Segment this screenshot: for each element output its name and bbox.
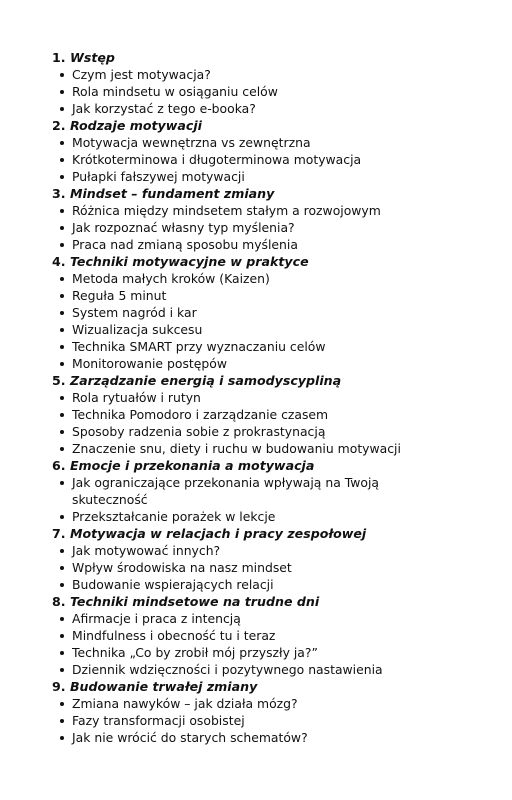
section-title: Emocje i przekonania a motywacja bbox=[69, 458, 315, 473]
bullet-icon bbox=[60, 362, 64, 366]
list-item bbox=[52, 304, 502, 321]
section-item-list bbox=[52, 202, 502, 253]
list-item-text: Rola rytuałów i rutyn bbox=[72, 390, 201, 405]
section-title: Motywacja w relacjach i pracy zespołowej bbox=[69, 526, 367, 541]
toc-section bbox=[52, 525, 502, 593]
list-item-text: Jak rozpoznać własny typ myślenia? bbox=[72, 220, 295, 235]
toc-section bbox=[52, 593, 502, 678]
list-item bbox=[52, 236, 502, 253]
list-item bbox=[52, 406, 502, 423]
bullet-icon bbox=[60, 413, 64, 417]
toc-section bbox=[52, 49, 502, 117]
section-number: 5. bbox=[52, 373, 66, 388]
section-item-list bbox=[52, 474, 502, 525]
section-item-list bbox=[52, 542, 502, 593]
bullet-icon bbox=[60, 617, 64, 621]
bullet-icon bbox=[60, 226, 64, 230]
list-item bbox=[52, 287, 502, 304]
toc-section bbox=[52, 117, 502, 185]
list-item-text: Technika „Co by zrobił mój przyszły ja?” bbox=[72, 645, 318, 660]
list-item-text: Dziennik wdzięczności i pozytywnego nastawienia bbox=[72, 662, 383, 677]
list-item-text: Jak ograniczające przekonania wpływają na Twoją skuteczność bbox=[72, 475, 379, 507]
section-heading bbox=[52, 678, 502, 695]
toc-section bbox=[52, 253, 502, 372]
section-heading bbox=[52, 525, 502, 542]
section-item-list bbox=[52, 389, 502, 457]
list-item bbox=[52, 661, 502, 678]
bullet-icon bbox=[60, 702, 64, 706]
bullet-icon bbox=[60, 328, 64, 332]
section-number: 2. bbox=[52, 118, 66, 133]
list-item-text: Sposoby radzenia sobie z prokrastynacją bbox=[72, 424, 326, 439]
bullet-icon bbox=[60, 651, 64, 655]
section-number: 8. bbox=[52, 594, 66, 609]
section-number: 9. bbox=[52, 679, 66, 694]
list-item-text: Czym jest motywacja? bbox=[72, 67, 211, 82]
list-item bbox=[52, 644, 502, 661]
section-number: 6. bbox=[52, 458, 66, 473]
bullet-icon bbox=[60, 90, 64, 94]
bullet-icon bbox=[60, 634, 64, 638]
bullet-icon bbox=[60, 481, 64, 485]
section-title: Techniki motywacyjne w praktyce bbox=[69, 254, 309, 269]
bullet-icon bbox=[60, 345, 64, 349]
list-item bbox=[52, 202, 502, 219]
list-item bbox=[52, 712, 502, 729]
list-item bbox=[52, 168, 502, 185]
list-item-text: Mindfulness i obecność tu i teraz bbox=[72, 628, 276, 643]
list-item-text: Przekształcanie porażek w lekcje bbox=[72, 509, 276, 524]
list-item-text: Pułapki fałszywej motywacji bbox=[72, 169, 245, 184]
list-item bbox=[52, 729, 502, 746]
bullet-icon bbox=[60, 430, 64, 434]
list-item bbox=[52, 695, 502, 712]
table-of-contents bbox=[52, 49, 502, 746]
list-item bbox=[52, 423, 502, 440]
toc-section bbox=[52, 372, 502, 457]
bullet-icon bbox=[60, 175, 64, 179]
section-heading bbox=[52, 117, 502, 134]
list-item bbox=[52, 338, 502, 355]
bullet-icon bbox=[60, 447, 64, 451]
bullet-icon bbox=[60, 311, 64, 315]
list-item bbox=[52, 542, 502, 559]
bullet-icon bbox=[60, 107, 64, 111]
list-item-text: Jak motywować innych? bbox=[72, 543, 221, 558]
list-item-text: Reguła 5 minut bbox=[72, 288, 167, 303]
section-title: Zarządzanie energią i samodyscypliną bbox=[69, 373, 342, 388]
list-item-text: Różnica między mindsetem stałym a rozwojowym bbox=[72, 203, 381, 218]
list-item-text: Wpływ środowiska na nasz mindset bbox=[72, 560, 292, 575]
section-heading bbox=[52, 372, 502, 389]
section-number: 3. bbox=[52, 186, 66, 201]
list-item bbox=[52, 219, 502, 236]
bullet-icon bbox=[60, 243, 64, 247]
list-item bbox=[52, 134, 502, 151]
bullet-icon bbox=[60, 583, 64, 587]
toc-section bbox=[52, 678, 502, 746]
bullet-icon bbox=[60, 566, 64, 570]
bullet-icon bbox=[60, 294, 64, 298]
list-item-text: Jak korzystać z tego e-booka? bbox=[72, 101, 256, 116]
bullet-icon bbox=[60, 158, 64, 162]
list-item bbox=[52, 508, 502, 525]
list-item-text: Znaczenie snu, diety i ruchu w budowaniu motywacji bbox=[72, 441, 401, 456]
section-heading bbox=[52, 49, 502, 66]
list-item bbox=[52, 270, 502, 287]
list-item-text: Technika Pomodoro i zarządzanie czasem bbox=[72, 407, 329, 422]
section-heading bbox=[52, 457, 502, 474]
list-item-text: Motywacja wewnętrzna vs zewnętrzna bbox=[72, 135, 311, 150]
section-title: Rodzaje motywacji bbox=[69, 118, 202, 133]
list-item bbox=[52, 474, 402, 508]
list-item bbox=[52, 559, 502, 576]
bullet-icon bbox=[60, 549, 64, 553]
list-item bbox=[52, 83, 502, 100]
list-item-text: System nagród i kar bbox=[72, 305, 197, 320]
list-item bbox=[52, 389, 502, 406]
list-item bbox=[52, 100, 502, 117]
section-heading bbox=[52, 593, 502, 610]
list-item-text: Praca nad zmianą sposobu myślenia bbox=[72, 237, 298, 252]
section-item-list bbox=[52, 134, 502, 185]
section-title: Techniki mindsetowe na trudne dni bbox=[69, 594, 320, 609]
section-heading bbox=[52, 253, 502, 270]
list-item-text: Monitorowanie postępów bbox=[72, 356, 227, 371]
bullet-icon bbox=[60, 736, 64, 740]
list-item bbox=[52, 440, 502, 457]
list-item-text: Metoda małych kroków (Kaizen) bbox=[72, 271, 270, 286]
section-item-list bbox=[52, 695, 502, 746]
section-number: 7. bbox=[52, 526, 66, 541]
toc-section bbox=[52, 185, 502, 253]
list-item-text: Technika SMART przy wyznaczaniu celów bbox=[72, 339, 326, 354]
section-title: Wstęp bbox=[69, 50, 115, 65]
list-item bbox=[52, 151, 502, 168]
section-title: Mindset – fundament zmiany bbox=[69, 186, 275, 201]
list-item-text: Fazy transformacji osobistej bbox=[72, 713, 245, 728]
section-item-list bbox=[52, 270, 502, 372]
list-item-text: Afirmacje i praca z intencją bbox=[72, 611, 241, 626]
bullet-icon bbox=[60, 209, 64, 213]
bullet-icon bbox=[60, 515, 64, 519]
list-item-text: Wizualizacja sukcesu bbox=[72, 322, 203, 337]
bullet-icon bbox=[60, 668, 64, 672]
section-number: 4. bbox=[52, 254, 66, 269]
bullet-icon bbox=[60, 141, 64, 145]
list-item bbox=[52, 355, 502, 372]
list-item bbox=[52, 66, 502, 83]
bullet-icon bbox=[60, 277, 64, 281]
section-title: Budowanie trwałej zmiany bbox=[69, 679, 258, 694]
list-item-text: Jak nie wrócić do starych schematów? bbox=[72, 730, 308, 745]
list-item-text: Budowanie wspierających relacji bbox=[72, 577, 274, 592]
section-item-list bbox=[52, 610, 502, 678]
bullet-icon bbox=[60, 719, 64, 723]
section-number: 1. bbox=[52, 50, 66, 65]
toc-section bbox=[52, 457, 502, 525]
list-item bbox=[52, 627, 502, 644]
bullet-icon bbox=[60, 73, 64, 77]
list-item bbox=[52, 321, 502, 338]
list-item bbox=[52, 610, 502, 627]
bullet-icon bbox=[60, 396, 64, 400]
list-item-text: Zmiana nawyków – jak działa mózg? bbox=[72, 696, 298, 711]
list-item-text: Krótkoterminowa i długoterminowa motywacja bbox=[72, 152, 362, 167]
section-heading bbox=[52, 185, 502, 202]
list-item-text: Rola mindsetu w osiąganiu celów bbox=[72, 84, 278, 99]
section-item-list bbox=[52, 66, 502, 117]
list-item bbox=[52, 576, 502, 593]
